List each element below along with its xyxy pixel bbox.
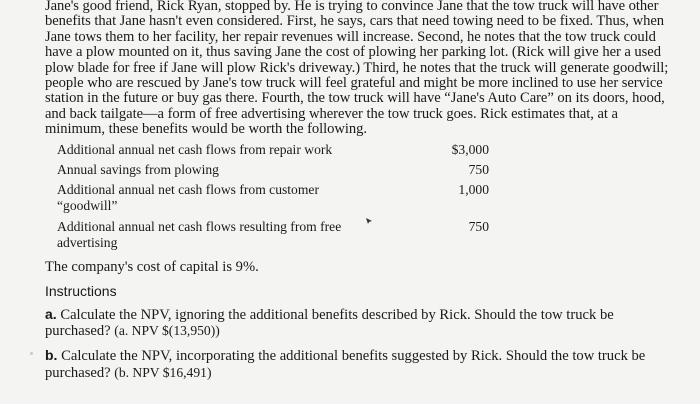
benefit-row <box>57 162 497 178</box>
benefit-row <box>57 219 497 251</box>
benefit-row <box>57 142 497 158</box>
benefit-label: Additional annual net cash flows resulting from free advertising <box>57 218 342 250</box>
benefit-amount: 750 <box>468 162 489 178</box>
question-b <box>45 348 670 381</box>
cost-of-capital: The company's cost of capital is 9%. <box>45 258 259 275</box>
problem-paragraph: Jane's good friend, Rick Ryan, stopped by. He is trying to convince Jane that the tow truck will have other benefits that Jane hasn't even considered. First, he says, cars that need towing need to be fixed. Thus, when Jane tows them to her facility, her repair revenues will increase. Second, he notes that the tow truck could have a plow mounted on it, thus saving Jane the cost of plowing her parking lot. (Rick will give her a used plow blade for free if Jane will plow Rick's driveway.) Third, he notes that the truck will generate goodwill; people who are rescued by Jane's tow truck will feel grateful and might be more inclined to use her service station in the future or buy gas there. Fourth, the tow truck will have “Jane's Auto Care” on its doors, hood, and back tailgate—a form of free advertising wherever the tow truck goes. Rick estimates that, at a minimum, these benefits would be worth the following. <box>45 0 669 138</box>
question-text: Calculate the NPV, incorporating the additional benefits suggested by Rick. Should the tow truck be purchased? <box>45 348 646 381</box>
answer-hint: (b. NPV $16,491) <box>114 364 212 380</box>
benefit-row <box>57 182 497 214</box>
question-text: Calculate the NPV, ignoring the additional benefits described by Rick. Should the tow truck be purchased? <box>45 306 614 340</box>
benefit-amount: $3,000 <box>451 141 489 157</box>
answer-hint: (a. NPV $(13,950)) <box>114 323 220 339</box>
mouse-cursor-icon <box>365 217 373 225</box>
instructions-heading: Instructions <box>45 282 117 299</box>
question-a <box>45 307 670 340</box>
stray-mark <box>30 352 33 355</box>
benefits-table <box>45 142 497 251</box>
question-label: a. <box>45 305 57 322</box>
benefit-label: Annual savings from plowing <box>57 162 219 178</box>
benefit-amount: 1,000 <box>458 182 489 198</box>
benefit-label: Additional annual net cash flows from customer “goodwill” <box>57 182 319 214</box>
question-label: b. <box>45 347 58 364</box>
benefit-label: Additional annual net cash flows from repair work <box>57 141 333 157</box>
benefit-amount: 750 <box>468 218 489 234</box>
